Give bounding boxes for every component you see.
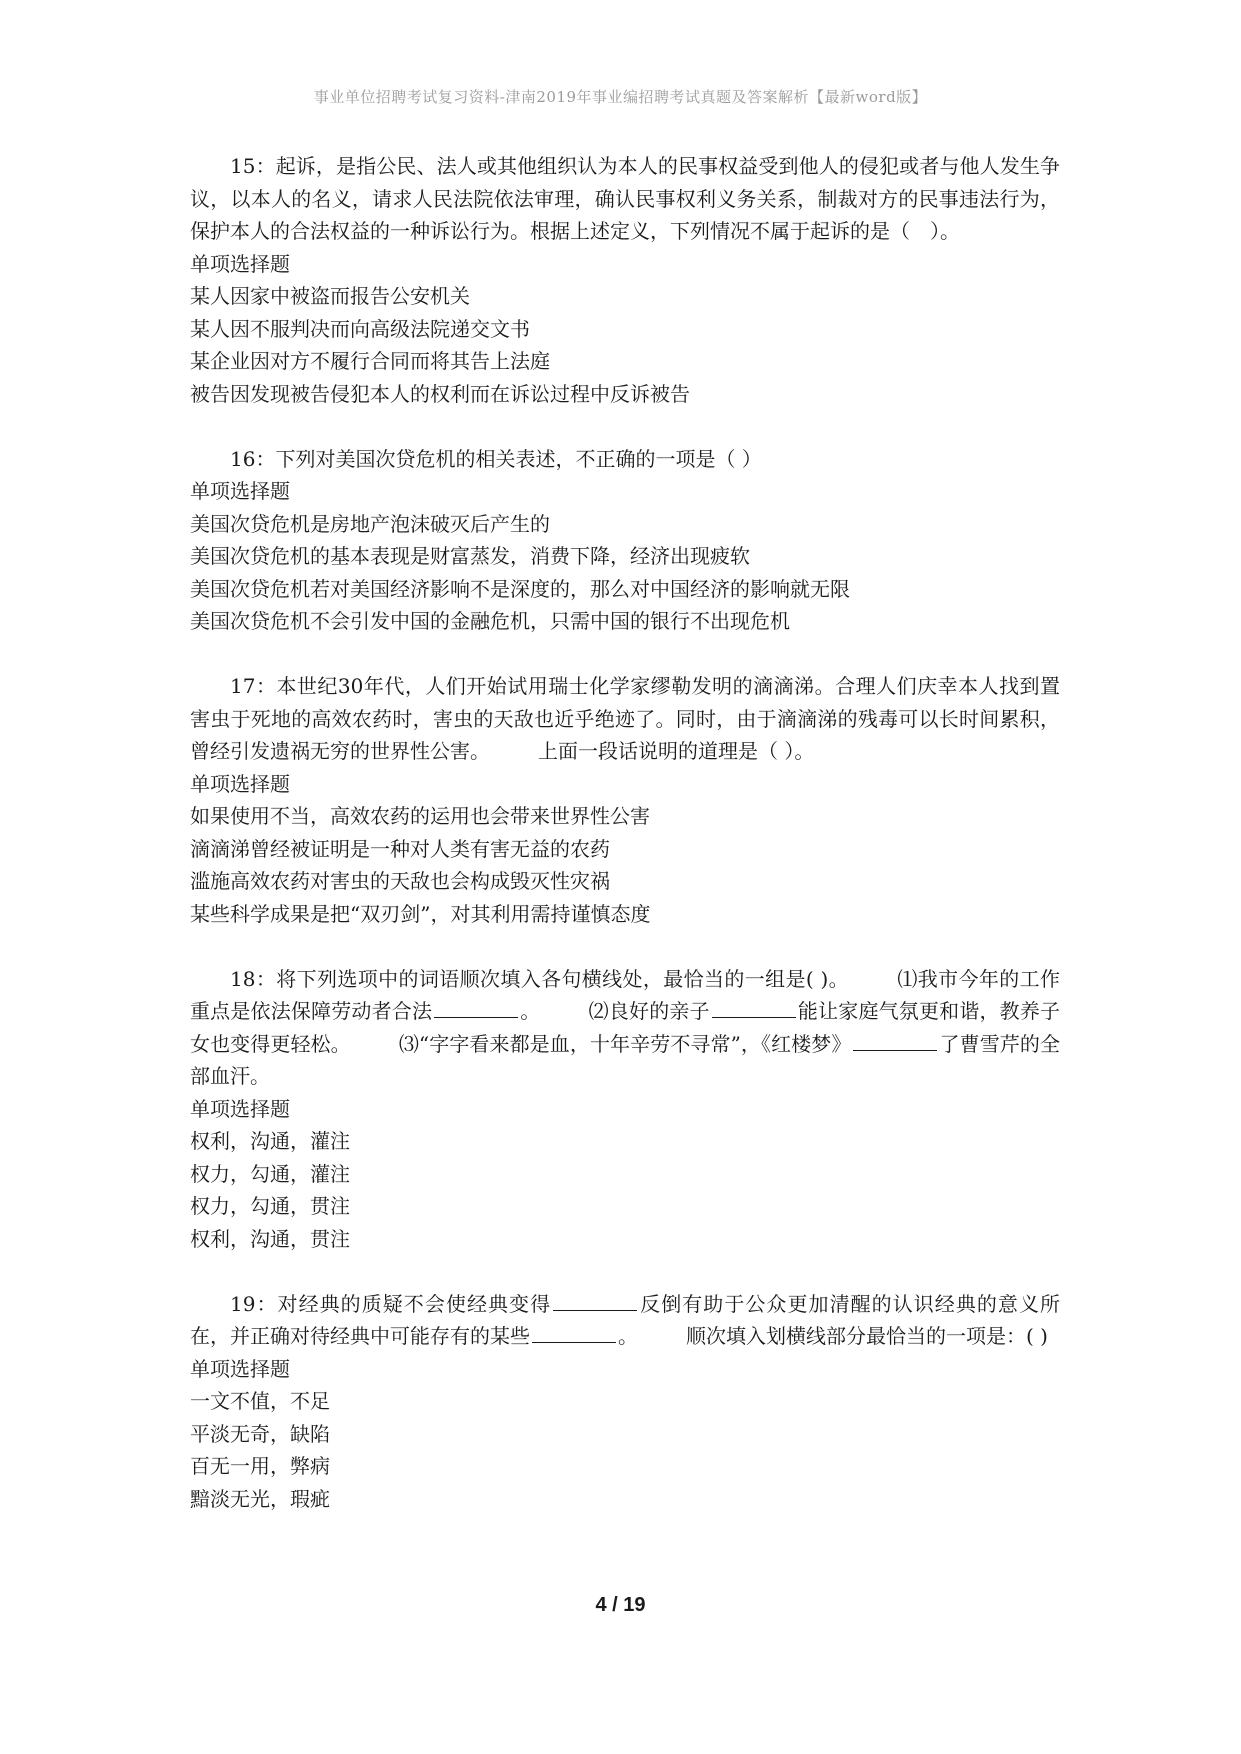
question-type-label: 单项选择题: [190, 771, 290, 796]
answer-option[interactable]: 权利，沟通，贯注: [190, 1226, 350, 1251]
question-19: [190, 1288, 1060, 1516]
fill-in-blank: [712, 997, 796, 1018]
question-type-label: 单项选择题: [190, 251, 290, 276]
question-stem: [190, 963, 1060, 1093]
fill-in-blank: [434, 997, 518, 1018]
question-number: 17：: [230, 674, 277, 698]
answer-option[interactable]: 美国次贷危机若对美国经济影响不是深度的，那么对中国经济的影响就无限: [190, 576, 850, 601]
question-number: 19：: [230, 1291, 278, 1316]
sentence-3-end: 了曹雪芹的全部血汗。: [190, 1031, 1061, 1088]
answer-option[interactable]: 某人因家中被盗而报告公安机关: [190, 284, 470, 308]
question-type-label: 单项选择题: [190, 1096, 290, 1121]
question-number: 16：: [230, 446, 276, 471]
answer-option[interactable]: 一文不值，不足: [190, 1389, 330, 1413]
answer-option[interactable]: 被告因发现被告侵犯本人的权利而在诉讼过程中反诉被告: [190, 381, 690, 406]
question-17: [190, 670, 1060, 930]
fill-in-blank: [532, 1322, 616, 1343]
question-number: 18：: [230, 966, 277, 991]
question-15: [190, 150, 1060, 410]
answer-option[interactable]: 滴滴涕曾经被证明是一种对人类有害无益的农药: [190, 836, 610, 861]
answer-option[interactable]: 美国次贷危机的基本表现是财富蒸发，消费下降，经济出现疲软: [190, 544, 750, 568]
question-stem: [190, 150, 1060, 248]
sentence-2-end: 能让家庭气氛更和谐，教养子女也变得更轻松。: [190, 999, 1061, 1056]
answer-option[interactable]: 某人因不服判决而向高级法院递交文书: [190, 316, 530, 341]
answer-option[interactable]: 美国次贷危机不会引发中国的金融危机，只需中国的银行不出现危机: [190, 609, 790, 633]
answer-option[interactable]: 如果使用不当，高效农药的运用也会带来世界性公害: [190, 804, 650, 828]
answer-option[interactable]: 权力，勾通，贯注: [190, 1194, 350, 1218]
answer-option[interactable]: 某些科学成果是把“双刃剑”，对其利用需持谨慎态度: [190, 901, 651, 926]
answer-option[interactable]: 权利，沟通，灌注: [190, 1129, 350, 1153]
question-stem: [190, 1288, 1060, 1353]
question-prompt: 顺次填入划横线部分最恰当的一项是：( ): [686, 1324, 1048, 1348]
document-body: [190, 150, 1060, 1548]
answer-option[interactable]: 平淡无奇，缺陷: [190, 1421, 330, 1446]
question-type-label: 单项选择题: [190, 479, 290, 503]
fill-in-blank: [853, 1030, 937, 1051]
answer-option[interactable]: 某企业因对方不履行合同而将其告上法庭: [190, 349, 550, 373]
question-text: 对经典的质疑不会使经典变得: [277, 1291, 552, 1316]
question-text: 本世纪30年代，人们开始试用瑞士化学家缪勒发明的滴滴涕。合理人们庆幸本人找到置害虫于死地的高效农药时，害虫的天敌也近乎绝迹了。同时，由于滴滴涕的残毒可以长时间累积，曾经引发遗祸无穷的世界性公害。: [190, 674, 1061, 763]
answer-option[interactable]: 滥施高效农药对害虫的天敌也会构成毁灭性灾祸: [190, 869, 610, 893]
sentence-2-text: ⑵良好的亲子: [588, 999, 710, 1023]
question-number: 15：: [230, 154, 276, 178]
question-stem: [190, 443, 1060, 476]
question-text: 下列对美国次贷危机的相关表述，不正确的一项是（ ）: [275, 446, 762, 471]
answer-option[interactable]: 权力，勾通，灌注: [190, 1161, 350, 1186]
answer-option[interactable]: 百无一用，弊病: [190, 1454, 330, 1478]
sentence-3-text: ⑶“字字看来都是血，十年辛劳不寻常”，《红楼梦》: [398, 1031, 852, 1056]
question-type-label: 单项选择题: [190, 1356, 290, 1381]
page-header: 事业单位招聘考试复习资料-津南2019年事业编招聘考试真题及答案解析【最新word版】: [313, 88, 928, 106]
answer-option[interactable]: 黯淡无光，瑕疵: [190, 1486, 330, 1511]
question-16: [190, 443, 1060, 638]
question-18: [190, 963, 1060, 1256]
sentence-1-text: ⑴我市今年的工作重点是依法保障劳动者合法: [190, 966, 1061, 1023]
question-text-end: 。: [618, 1324, 638, 1348]
page-number: 4 / 19: [595, 1594, 646, 1616]
question-text: 起诉，是指公民、法人或其他组织认为本人的民事权益受到他人的侵犯或者与他人发生争议，以本人的名义，请求人民法院依法审理，确认民事权利义务关系，制裁对方的民事违法行为，保护本人的合法权益的一种诉讼行为。根据上述定义，下列情况不属于起诉的是（ ）。: [190, 154, 1061, 243]
question-text: 将下列选项中的词语顺次填入各句横线处，最恰当的一组是( )。: [276, 966, 850, 991]
answer-option[interactable]: 美国次贷危机是房地产泡沫破灭后产生的: [190, 511, 550, 536]
question-text-cont: 反倒有助于公众更加清醒的认识经典的意义所在，并正确对待经典中可能存有的某些: [190, 1291, 1061, 1348]
fill-in-blank: [553, 1290, 637, 1311]
sentence-1-end: 。: [520, 999, 541, 1023]
question-stem: [190, 670, 1060, 768]
question-prompt: 上面一段话说明的道理是（ ）。: [538, 739, 815, 763]
